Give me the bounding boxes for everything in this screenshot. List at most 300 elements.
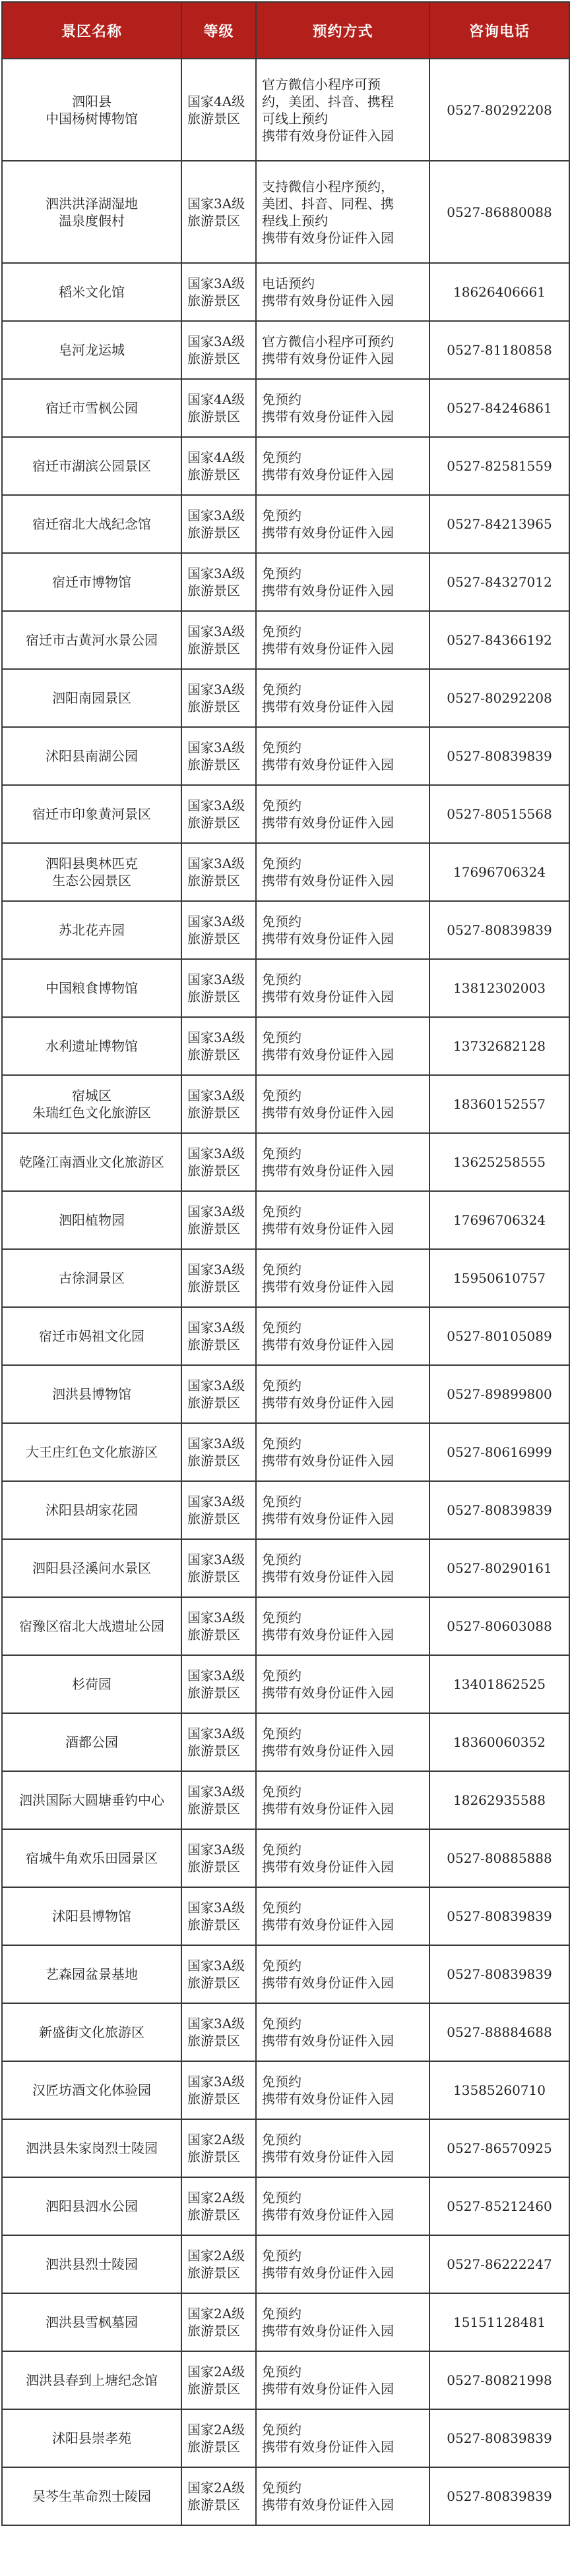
spot-level-cell-line: 国家3A级 (187, 1494, 245, 1509)
spot-level-cell-line: 旅游景区 (187, 1975, 240, 1991)
table-row (2, 1945, 569, 2003)
reservation-method-cell-line: 免预约 (262, 972, 301, 987)
reservation-method-cell (256, 2061, 429, 2119)
spot-level-cell (181, 1829, 256, 1887)
reservation-method-cell-line: 免预约 (262, 1958, 301, 1974)
table-row (2, 1539, 569, 1597)
spot-level-cell-line: 国家3A级 (187, 972, 245, 987)
reservation-method-cell-line: 免预约 (262, 2074, 301, 2090)
reservation-method-cell (256, 1771, 429, 1829)
spot-name-cell (2, 611, 181, 669)
spot-level-cell-line: 旅游景区 (187, 110, 240, 127)
spot-name-cell (2, 727, 181, 785)
spot-level-cell-line: 旅游景区 (187, 2149, 240, 2165)
phone-cell: 0527-82581559 (429, 437, 569, 495)
spot-level-cell (181, 2467, 256, 2525)
spot-level-cell (181, 321, 256, 379)
reservation-method-cell (256, 1829, 429, 1887)
spot-name-cell (2, 321, 181, 379)
phone-cell: 0527-88884688 (429, 2003, 569, 2061)
reservation-method-cell-line: 美团、抖音、同程、携 (262, 195, 394, 212)
reservation-method-cell-line: 官方微信小程序可预约 (262, 334, 394, 349)
reservation-method-cell-line: 携带有效身份证件入园 (262, 2497, 394, 2513)
spot-name-cell-line: 稻米文化馆 (59, 284, 125, 300)
spot-level-cell (181, 2409, 256, 2467)
reservation-method-cell-line: 免预约 (262, 1146, 301, 1161)
phone-cell: 0527-89899800 (429, 1365, 569, 1423)
spot-name-cell-line: 皂河龙运城 (59, 342, 125, 358)
phone-cell: 0527-80839839 (429, 1481, 569, 1539)
spot-name-cell-line: 新盛街文化旅游区 (39, 2024, 144, 2040)
reservation-method-cell (256, 263, 429, 321)
phone-cell: 13732682128 (429, 1017, 569, 1075)
reservation-method-cell-line: 免预约 (262, 798, 301, 813)
spot-level-cell (181, 1945, 256, 2003)
phone-cell: 0527-80839839 (429, 1887, 569, 1945)
spot-level-cell-line: 旅游景区 (187, 2381, 240, 2397)
phone-cell: 0527-84327012 (429, 553, 569, 611)
spot-level-cell-line: 旅游景区 (187, 2497, 240, 2513)
spot-name-cell (2, 161, 181, 263)
spot-level-cell (181, 263, 256, 321)
reservation-method-cell-line: 免预约 (262, 2016, 301, 2032)
spot-name-cell (2, 59, 181, 161)
table-row (2, 1249, 569, 1307)
table-row (2, 1191, 569, 1249)
reservation-method-cell-line: 携带有效身份证件入园 (262, 1163, 394, 1179)
reservation-method-cell (256, 1365, 429, 1423)
spot-name-cell (2, 1249, 181, 1307)
reservation-method-cell-line: 免预约 (262, 508, 301, 523)
reservation-method-cell-line: 携带有效身份证件入园 (262, 2149, 394, 2165)
spot-level-cell (181, 843, 256, 901)
spot-level-cell-line: 旅游景区 (187, 1569, 240, 1585)
spot-level-cell (181, 553, 256, 611)
spot-level-cell (181, 669, 256, 727)
spot-name-cell-line: 泗洪国际大圆塘垂钓中心 (19, 1792, 164, 1808)
header-phone: 咨询电话 (429, 2, 569, 59)
reservation-method-cell-line: 支持微信小程序预约， (262, 178, 394, 194)
spot-level-cell-line: 国家3A级 (187, 856, 245, 871)
spot-name-cell (2, 1365, 181, 1423)
table-row (2, 1713, 569, 1771)
spot-name-cell-line: 水利遗址博物馆 (46, 1038, 138, 1054)
phone-cell: 15151128481 (429, 2293, 569, 2351)
phone-cell: 0527-86222247 (429, 2235, 569, 2293)
table-row (2, 1771, 569, 1829)
reservation-method-cell-line: 免预约 (262, 1552, 301, 1567)
spot-level-cell-line: 旅游景区 (187, 815, 240, 831)
reservation-method-cell (256, 2293, 429, 2351)
table-row (2, 161, 569, 263)
phone-cell: 13401862525 (429, 1655, 569, 1713)
spot-level-cell (181, 1307, 256, 1365)
table-row (2, 1133, 569, 1191)
phone-cell: 0527-81180858 (429, 321, 569, 379)
table-row (2, 1887, 569, 1945)
spot-level-cell-line: 旅游景区 (187, 583, 240, 599)
reservation-method-cell-line: 携带有效身份证件入园 (262, 2265, 394, 2281)
spot-level-cell-line: 国家3A级 (187, 1668, 245, 1683)
spot-name-cell (2, 2003, 181, 2061)
reservation-method-cell-line: 携带有效身份证件入园 (262, 1975, 394, 1991)
spot-level-cell-line: 国家3A级 (187, 1552, 245, 1567)
spot-level-cell-line: 旅游景区 (187, 1047, 240, 1063)
spot-name-cell (2, 2351, 181, 2409)
reservation-method-cell-line: 免预约 (262, 2364, 301, 2380)
reservation-method-cell (256, 1191, 429, 1249)
spot-level-cell-line: 国家3A级 (187, 1320, 245, 1335)
spot-level-cell-line: 旅游景区 (187, 409, 240, 424)
reservation-method-cell-line: 携带有效身份证件入园 (262, 2091, 394, 2107)
spot-level-cell (181, 1365, 256, 1423)
reservation-method-cell-line: 携带有效身份证件入园 (262, 989, 394, 1005)
spot-level-cell-line: 国家3A级 (187, 1900, 245, 1916)
spot-level-cell (181, 161, 256, 263)
table-row (2, 727, 569, 785)
reservation-method-cell (256, 437, 429, 495)
reservation-method-cell (256, 1423, 429, 1481)
reservation-method-cell-line: 免预约 (262, 1320, 301, 1335)
phone-cell: 18360152557 (429, 1075, 569, 1133)
phone-cell: 0527-84246861 (429, 379, 569, 437)
spot-name-cell-line: 宿迁市古黄河水景公园 (26, 632, 158, 648)
spot-name-cell-line: 沭阳县博物馆 (52, 1908, 131, 1924)
phone-cell: 17696706324 (429, 843, 569, 901)
phone-cell: 0527-84366192 (429, 611, 569, 669)
spot-level-cell-line: 国家3A级 (187, 740, 245, 755)
reservation-method-cell-line: 官方微信小程序可预 (262, 76, 381, 92)
table-row (2, 495, 569, 553)
spot-name-cell (2, 1597, 181, 1655)
reservation-method-cell-line: 免预约 (262, 2190, 301, 2206)
reservation-method-cell-line: 免预约 (262, 2422, 301, 2438)
spot-name-cell (2, 2409, 181, 2467)
reservation-method-cell (256, 161, 429, 263)
spot-level-cell-line: 国家3A级 (187, 624, 245, 639)
phone-cell: 0527-80603088 (429, 1597, 569, 1655)
spot-level-cell (181, 2061, 256, 2119)
spot-name-cell-line: 宿迁市博物馆 (52, 574, 131, 590)
spot-level-cell-line: 国家2A级 (187, 2132, 245, 2148)
spot-level-cell (181, 1423, 256, 1481)
spot-name-cell-line: 泗洪县朱家岗烈士陵园 (26, 2140, 158, 2156)
spot-level-cell-line: 国家3A级 (187, 508, 245, 523)
reservation-method-cell (256, 1539, 429, 1597)
spot-level-cell-line: 国家4A级 (187, 450, 245, 465)
spot-level-cell (181, 1481, 256, 1539)
spot-level-cell-line: 旅游景区 (187, 1221, 240, 1237)
reservation-method-cell-line: 携带有效身份证件入园 (262, 2033, 394, 2049)
spot-name-cell (2, 437, 181, 495)
reservation-method-cell-line: 携带有效身份证件入园 (262, 1859, 394, 1875)
spot-level-cell-line: 国家2A级 (187, 2306, 245, 2322)
spot-level-cell-line: 旅游景区 (187, 641, 240, 657)
reservation-method-cell-line: 携带有效身份证件入园 (262, 699, 394, 715)
phone-cell: 0527-80515568 (429, 785, 569, 843)
spot-name-cell (2, 1075, 181, 1133)
spot-name-cell-line: 温泉度假村 (59, 212, 125, 229)
reservation-method-cell (256, 379, 429, 437)
table-header-row (2, 2, 569, 59)
reservation-method-cell-line: 携带有效身份证件入园 (262, 127, 394, 144)
spot-level-cell-line: 旅游景区 (187, 1685, 240, 1701)
spot-level-cell (181, 437, 256, 495)
spot-name-cell (2, 1829, 181, 1887)
reservation-method-cell (256, 2003, 429, 2061)
spot-name-cell-line: 汉匠坊酒文化体验园 (32, 2082, 151, 2098)
spot-name-cell (2, 669, 181, 727)
phone-cell: 18626406661 (429, 263, 569, 321)
reservation-method-cell-line: 免预约 (262, 1088, 301, 1103)
header-name: 景区名称 (2, 2, 181, 59)
phone-cell: 0527-80105089 (429, 1307, 569, 1365)
spot-name-cell (2, 1307, 181, 1365)
reservation-method-cell-line: 携带有效身份证件入园 (262, 1105, 394, 1121)
phone-cell: 0527-80839839 (429, 2467, 569, 2525)
phone-cell: 13585260710 (429, 2061, 569, 2119)
spot-level-cell (181, 2235, 256, 2293)
spot-name-cell (2, 553, 181, 611)
reservation-method-cell-line: 携带有效身份证件入园 (262, 815, 394, 831)
spot-level-cell-line: 旅游景区 (187, 1395, 240, 1411)
phone-cell: 15950610757 (429, 1249, 569, 1307)
spot-name-cell (2, 2467, 181, 2525)
reservation-method-cell-line: 电话预约 (262, 276, 315, 291)
spot-level-cell-line: 旅游景区 (187, 2091, 240, 2107)
reservation-method-cell (256, 1887, 429, 1945)
phone-cell: 0527-80292208 (429, 669, 569, 727)
spot-level-cell-line: 旅游景区 (187, 212, 240, 229)
table-row (2, 379, 569, 437)
table-row (2, 1423, 569, 1481)
spot-name-cell (2, 1539, 181, 1597)
spot-level-cell (181, 959, 256, 1017)
phone-cell: 13812302003 (429, 959, 569, 1017)
spot-level-cell-line: 国家3A级 (187, 682, 245, 697)
spot-level-cell-line: 旅游景区 (187, 2439, 240, 2455)
spot-name-cell (2, 1945, 181, 2003)
table-row (2, 59, 569, 161)
spot-level-cell (181, 1713, 256, 1771)
table-row (2, 2235, 569, 2293)
spot-name-cell (2, 1191, 181, 1249)
spot-name-cell-line: 艺森园盆景基地 (46, 1966, 138, 1982)
spot-name-cell-line: 沭阳县南湖公园 (46, 748, 138, 764)
phone-cell: 0527-85212460 (429, 2177, 569, 2235)
spot-name-cell-line: 泗阳县泗水公园 (46, 2198, 138, 2214)
spot-level-cell-line: 国家3A级 (187, 1958, 245, 1974)
reservation-method-cell-line: 免预约 (262, 624, 301, 639)
table-row (2, 2177, 569, 2235)
phone-cell: 0527-86880088 (429, 161, 569, 263)
reservation-method-cell-line: 携带有效身份证件入园 (262, 467, 394, 483)
spot-level-cell-line: 国家3A级 (187, 914, 245, 929)
spot-level-cell (181, 2293, 256, 2351)
reservation-method-cell-line: 携带有效身份证件入园 (262, 2207, 394, 2223)
spot-level-cell-line: 国家2A级 (187, 2364, 245, 2380)
reservation-method-cell-line: 免预约 (262, 682, 301, 697)
spot-name-cell-line: 生态公园景区 (52, 873, 131, 889)
reservation-method-cell (256, 1249, 429, 1307)
reservation-method-cell (256, 2119, 429, 2177)
spot-name-cell (2, 495, 181, 553)
reservation-method-cell-line: 携带有效身份证件入园 (262, 2323, 394, 2339)
spot-level-cell (181, 495, 256, 553)
spot-level-cell-line: 国家4A级 (187, 392, 245, 407)
reservation-method-cell-line: 携带有效身份证件入园 (262, 1627, 394, 1643)
spot-level-cell-line: 国家3A级 (187, 1842, 245, 1858)
spot-name-cell-line: 沭阳县胡家花园 (46, 1502, 138, 1518)
spot-level-cell-line: 旅游景区 (187, 931, 240, 947)
spot-level-cell (181, 785, 256, 843)
spot-name-cell-line: 泗阳县 (72, 93, 111, 109)
phone-cell: 0527-80839839 (429, 727, 569, 785)
spot-name-cell-line: 宿城牛角欢乐田园景区 (26, 1850, 158, 1866)
spot-level-cell-line: 旅游景区 (187, 1163, 240, 1179)
spot-level-cell-line: 旅游景区 (187, 989, 240, 1005)
table-row (2, 2003, 569, 2061)
spot-level-cell-line: 旅游景区 (187, 699, 240, 715)
spot-name-cell (2, 2177, 181, 2235)
reservation-method-cell (256, 1075, 429, 1133)
table-row (2, 263, 569, 321)
spot-name-cell-line: 中国杨树博物馆 (46, 110, 138, 127)
spot-level-cell (181, 1133, 256, 1191)
reservation-method-cell (256, 2351, 429, 2409)
spot-name-cell-line: 中国粮食博物馆 (46, 980, 138, 996)
spot-level-cell-line: 旅游景区 (187, 2207, 240, 2223)
spot-level-cell-line: 国家4A级 (187, 93, 245, 109)
spot-level-cell-line: 国家2A级 (187, 2480, 245, 2496)
spot-name-cell-line: 吴芩生革命烈士陵园 (32, 2488, 151, 2504)
reservation-method-cell (256, 59, 429, 161)
spot-name-cell (2, 785, 181, 843)
spot-name-cell-line: 宿迁市印象黄河景区 (32, 806, 151, 822)
spot-name-cell-line: 泗洪县烈士陵园 (46, 2256, 138, 2272)
spot-name-cell (2, 1655, 181, 1713)
spot-name-cell-line: 杉荷园 (72, 1676, 111, 1692)
spot-level-cell (181, 1075, 256, 1133)
spot-level-cell (181, 901, 256, 959)
spot-level-cell-line: 国家2A级 (187, 2190, 245, 2206)
spot-name-cell-line: 酒都公园 (65, 1734, 118, 1750)
spot-level-cell-line: 国家3A级 (187, 1262, 245, 1277)
spot-level-cell (181, 727, 256, 785)
reservation-method-cell-line: 免预约 (262, 1030, 301, 1045)
table-row (2, 669, 569, 727)
reservation-method-cell (256, 1307, 429, 1365)
reservation-method-cell (256, 959, 429, 1017)
phone-cell: 0527-84213965 (429, 495, 569, 553)
reservation-method-cell-line: 携带有效身份证件入园 (262, 409, 394, 424)
reservation-method-cell (256, 495, 429, 553)
reservation-method-cell-line: 携带有效身份证件入园 (262, 1917, 394, 1933)
reservation-method-cell-line: 免预约 (262, 1900, 301, 1916)
spot-level-cell-line: 国家3A级 (187, 1436, 245, 1451)
spot-level-cell-line: 国家3A级 (187, 1378, 245, 1393)
reservation-method-cell-line: 携带有效身份证件入园 (262, 1047, 394, 1063)
spot-level-cell-line: 旅游景区 (187, 1511, 240, 1527)
spot-level-cell (181, 1771, 256, 1829)
table-row (2, 1597, 569, 1655)
reservation-method-cell-line: 可线上预约 (262, 110, 328, 127)
spot-level-cell-line: 旅游景区 (187, 1279, 240, 1295)
spot-level-cell-line: 旅游景区 (187, 1743, 240, 1759)
reservation-method-cell (256, 843, 429, 901)
spot-name-cell (2, 959, 181, 1017)
reservation-method-cell-line: 携带有效身份证件入园 (262, 583, 394, 599)
reservation-method-cell-line: 携带有效身份证件入园 (262, 1511, 394, 1527)
table-row (2, 2467, 569, 2525)
reservation-method-cell (256, 1945, 429, 2003)
spot-level-cell-line: 旅游景区 (187, 1337, 240, 1353)
spot-level-cell (181, 1655, 256, 1713)
phone-cell: 17696706324 (429, 1191, 569, 1249)
spot-name-cell-line: 乾隆江南酒业文化旅游区 (19, 1154, 164, 1170)
reservation-method-cell (256, 1481, 429, 1539)
table-body (2, 59, 569, 2525)
reservation-method-cell-line: 携带有效身份证件入园 (262, 1743, 394, 1759)
table-row (2, 1075, 569, 1133)
spot-name-cell-line: 宿迁市湖滨公园景区 (32, 458, 151, 474)
spot-level-cell-line: 国家2A级 (187, 2248, 245, 2264)
spot-level-cell-line: 国家3A级 (187, 334, 245, 349)
reservation-method-cell-line: 程线上预约 (262, 212, 328, 229)
reservation-method-cell-line: 携带有效身份证件入园 (262, 873, 394, 889)
reservation-method-cell-line: 免预约 (262, 1436, 301, 1451)
spot-level-cell (181, 1017, 256, 1075)
spot-name-cell-line: 古徐洞景区 (59, 1270, 125, 1286)
reservation-method-cell (256, 1017, 429, 1075)
table-row (2, 959, 569, 1017)
spot-name-cell-line: 泗洪县雪枫墓园 (46, 2314, 138, 2330)
reservation-method-cell-line: 免预约 (262, 2132, 301, 2148)
reservation-method-cell-line: 携带有效身份证件入园 (262, 229, 394, 246)
phone-cell: 18360060352 (429, 1713, 569, 1771)
reservation-method-cell-line: 携带有效身份证件入园 (262, 1453, 394, 1469)
spot-name-cell (2, 1423, 181, 1481)
table-row (2, 843, 569, 901)
spot-level-cell-line: 旅游景区 (187, 2265, 240, 2281)
phone-cell: 0527-80292208 (429, 59, 569, 161)
spot-level-cell-line: 国家3A级 (187, 798, 245, 813)
spot-level-cell (181, 379, 256, 437)
reservation-method-cell-line: 免预约 (262, 1842, 301, 1858)
reservation-method-cell-line: 免预约 (262, 2306, 301, 2322)
spot-level-cell-line: 旅游景区 (187, 757, 240, 773)
table-row (2, 1365, 569, 1423)
reservation-method-cell-line: 免预约 (262, 1262, 301, 1277)
reservation-method-cell-line: 免预约 (262, 566, 301, 581)
phone-cell: 0527-80821998 (429, 2351, 569, 2409)
table-row (2, 1481, 569, 1539)
spot-level-cell (181, 1539, 256, 1597)
reservation-method-cell-line: 携带有效身份证件入园 (262, 2381, 394, 2397)
phone-cell: 0527-80885888 (429, 1829, 569, 1887)
table-row (2, 1017, 569, 1075)
spot-name-cell-line: 宿迁市雪枫公园 (46, 400, 138, 416)
spot-level-cell-line: 国家2A级 (187, 2422, 245, 2438)
reservation-method-cell (256, 1133, 429, 1191)
reservation-method-cell-line: 携带有效身份证件入园 (262, 1395, 394, 1411)
reservation-method-cell-line: 免预约 (262, 1494, 301, 1509)
spot-level-cell-line: 旅游景区 (187, 1917, 240, 1933)
spot-level-cell-line: 旅游景区 (187, 293, 240, 308)
spot-level-cell (181, 1597, 256, 1655)
table-row (2, 785, 569, 843)
reservation-method-cell (256, 611, 429, 669)
